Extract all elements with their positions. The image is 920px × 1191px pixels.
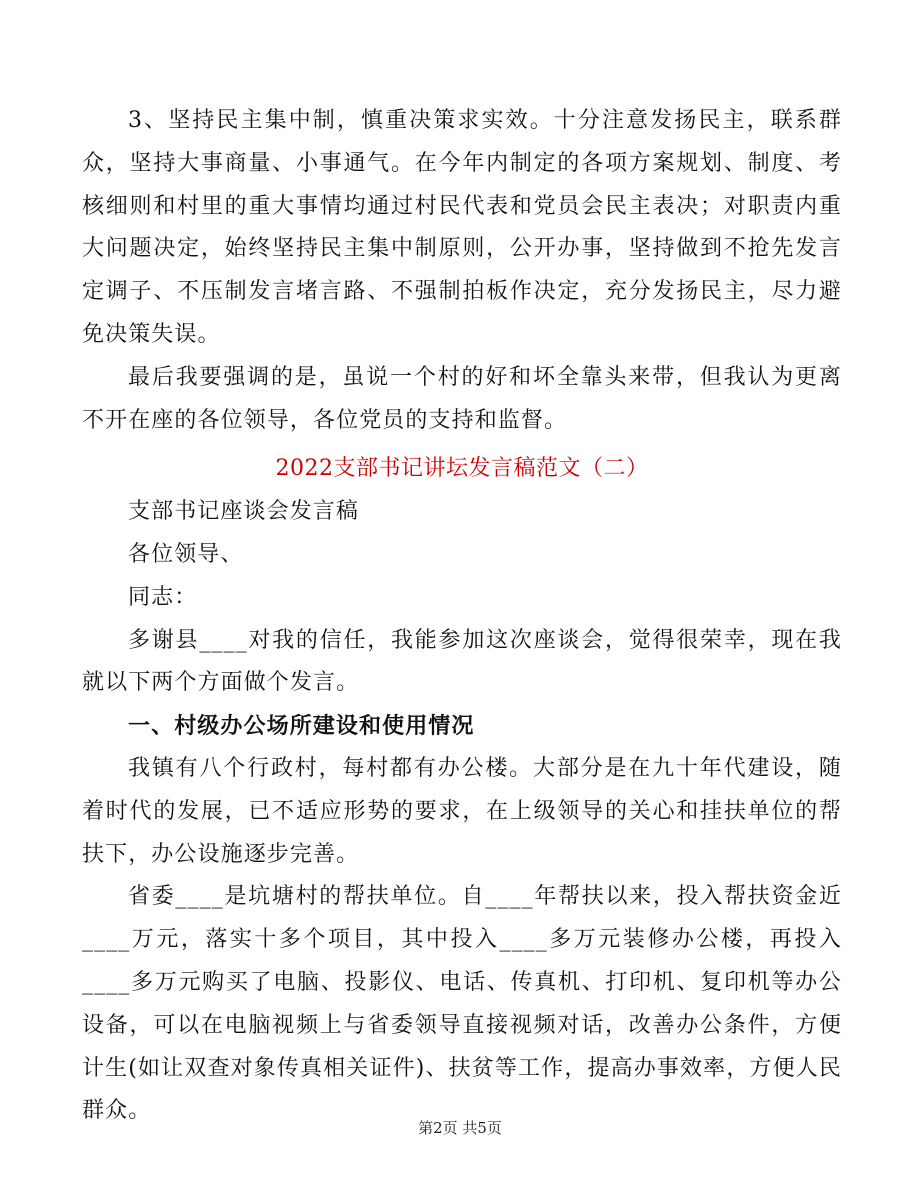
paragraph-provincial-support: 省委____是坑塘村的帮扶单位。自____年帮扶以来，投入帮扶资金近____万元，落实十多个项目，其中投入____多万元装修办公楼，再投入____多万元购买了电脑、投影仪、电话、传真机、打印机、复印机等办公设备，可以在电脑视频上与省委领导直接视频对话，改善办公条件，方便计生(如让双查对象传真相关证件)、扶贫等工作，提高办事效率，方便人民群众。 <box>82 884 842 1124</box>
paragraph-closing: 最后我要强调的是，虽说一个村的好和坏全靠头来带，但我认为更离不开在座的各位领导，各位党员的支持和监督。 <box>82 364 842 433</box>
page-number-footer: 第2页 共5页 <box>418 1119 502 1137</box>
paragraph-intro: 多谢县____对我的信任，我能参加这次座谈会，觉得很荣幸，现在我就以下两个方面做个发言。 <box>82 627 842 696</box>
section-title: 2022支部书记讲坛发言稿范文（二） <box>275 456 649 482</box>
heading-office-construction: 一、村级办公场所建设和使用情况 <box>128 713 475 740</box>
salutation-comrades: 同志： <box>128 584 198 610</box>
paragraph-village-offices: 我镇有八个行政村，每村都有办公楼。大部分是在九十年代建设，随着时代的发展，已不适应形势的要求，在上级领导的关心和挂扶单位的帮扶下，办公设施逐步完善。 <box>82 755 842 867</box>
paragraph-point-3: 3、坚持民主集中制，慎重决策求实效。十分注意发扬民主，联系群众，坚持大事商量、小事通气。在今年内制定的各项方案规划、制度、考核细则和村里的重大事情均通过村民代表和党员会民主表决；对职责内重大问题决定，始终坚持民主集中制原则，公开办事，坚持做到不抢先发言定调子、不压制发言堵言路、不强制拍板作决定，充分发扬民主，尽力避免决策失误。 <box>82 108 842 347</box>
document-page <box>82 100 842 1133</box>
subtitle: 支部书记座谈会发言稿 <box>128 499 360 525</box>
salutation-leaders: 各位领导、 <box>128 541 244 567</box>
